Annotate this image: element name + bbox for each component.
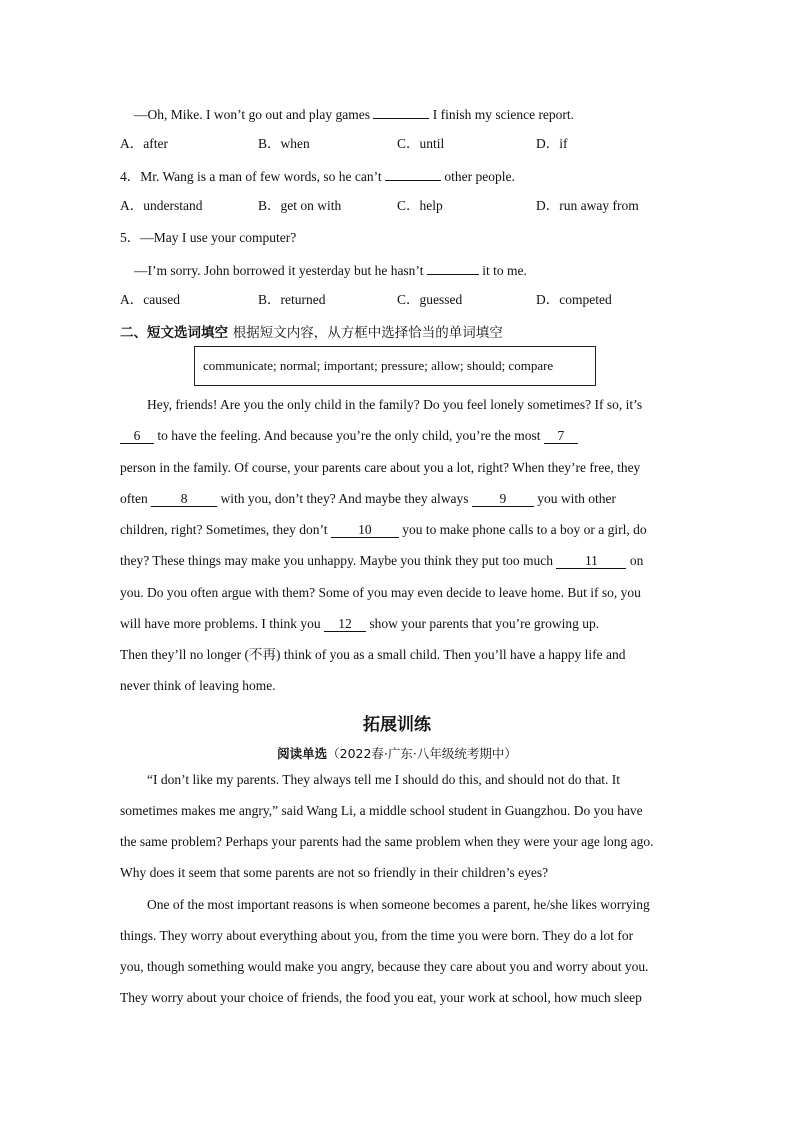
- passage-line-5: [120, 521, 647, 539]
- reading-line-7: you, though something would make you angry, because they care about you and worry about you.: [120, 959, 649, 974]
- q4-prompt-before: 4．Mr. Wang is a man of few words, so he can’t: [120, 169, 382, 184]
- passage-line-4-text-b: with you, don’t they? And maybe they always: [220, 491, 469, 506]
- q4-option-d[interactable]: D．run away from: [536, 198, 639, 213]
- blank-7[interactable]: 7: [544, 428, 578, 444]
- passage-line-1: Hey, friends! Are you the only child in the family? Do you feel lonely sometimes? If so, it’s: [147, 397, 643, 412]
- reading-line-1: “I don’t like my parents. They always tell me I should do this, and should not do that. It: [147, 772, 621, 787]
- q3-option-d[interactable]: D．if: [536, 136, 568, 151]
- reading-line-5: One of the most important reasons is when someone becomes a parent, he/she likes worrying: [147, 897, 650, 912]
- q5-response: [134, 260, 527, 280]
- q3-answer-blank[interactable]: [373, 104, 429, 119]
- blank-11[interactable]: 11: [556, 553, 626, 569]
- word-bank-text: communicate; normal; important; pressure; allow; should; compare: [203, 358, 554, 373]
- q4-option-c[interactable]: C．help: [397, 198, 443, 213]
- q5-option-c[interactable]: C．guessed: [397, 292, 463, 307]
- extension-title: 拓展训练: [363, 715, 431, 735]
- blank-12[interactable]: 12: [324, 616, 366, 632]
- section2-title-bold: 二、短文选词填空: [120, 325, 228, 341]
- q4-answer-blank[interactable]: [385, 166, 441, 181]
- reading-section-subtitle: [0, 744, 794, 762]
- q5-option-b[interactable]: B．returned: [258, 292, 326, 307]
- reading-line-6: things. They worry about everything about you, from the time you were born. They do a lot for: [120, 928, 634, 943]
- reading-line-2: sometimes makes me angry,” said Wang Li, a middle school student in Guangzhou. Do you have: [120, 803, 643, 818]
- passage-line-5-text-b: you to make phone calls to a boy or a girl, do: [402, 522, 647, 537]
- reading-section-label: 阅读单选: [277, 746, 328, 761]
- passage-line-6: [120, 552, 643, 570]
- q3-option-b[interactable]: B．when: [258, 136, 310, 151]
- q4-option-a[interactable]: A．understand: [120, 198, 203, 213]
- passage-line-4-text-c: you with other: [537, 491, 616, 506]
- section2-title-instructions: 根据短文内容，从方框中选择恰当的单词填空: [232, 325, 503, 341]
- passage-line-6-text-a: they? These things may make you unhappy. Maybe you think they put too much: [120, 553, 554, 568]
- q3-option-c[interactable]: C．until: [397, 136, 445, 151]
- q5-option-d[interactable]: D．competed: [536, 292, 612, 307]
- q5-answer-blank[interactable]: [427, 260, 479, 275]
- passage-line-8: [120, 615, 599, 633]
- q4-prompt: [120, 166, 515, 186]
- q4-prompt-after: other people.: [444, 169, 515, 184]
- q5-response-before: —I’m sorry. John borrowed it yesterday but he hasn’t: [134, 263, 424, 278]
- reading-line-8: They worry about your choice of friends, the food you eat, your work at school, how much sleep: [120, 990, 642, 1005]
- passage-line-6-text-b: on: [629, 553, 644, 568]
- q4-option-b[interactable]: B．get on with: [258, 198, 342, 213]
- blank-6[interactable]: 6: [120, 428, 154, 444]
- q3-prompt-before: —Oh, Mike. I won’t go out and play games: [134, 107, 370, 122]
- q5-response-after: it to me.: [482, 263, 527, 278]
- reading-line-3: the same problem? Perhaps your parents had the same problem when they were your age long ago.: [120, 834, 654, 849]
- section2-title: [120, 321, 503, 341]
- passage-line-4-text-a: often: [120, 491, 148, 506]
- word-bank-box: [194, 346, 596, 386]
- q5-option-a[interactable]: A．caused: [120, 292, 180, 307]
- blank-9[interactable]: 9: [472, 491, 534, 507]
- passage-line-4: [120, 490, 616, 508]
- passage-line-5-text-a: children, right? Sometimes, they don’t: [120, 522, 328, 537]
- passage-line-9: Then they’ll no longer (不再) think of you as a small child. Then you’ll have a happy life and: [120, 647, 626, 662]
- blank-10[interactable]: 10: [331, 522, 399, 538]
- passage-line-2-text: to have the feeling. And because you’re the only child, you’re the most: [157, 428, 541, 443]
- q5-question: 5．—May I use your computer?: [120, 230, 297, 245]
- passage-line-8-text-b: show your parents that you’re growing up.: [369, 616, 600, 631]
- blank-8[interactable]: 8: [151, 491, 217, 507]
- passage-line-10: never think of leaving home.: [120, 678, 276, 693]
- reading-section-source: （2022春·广东·八年级统考期中）: [327, 746, 517, 761]
- q3-option-a[interactable]: A．after: [120, 136, 168, 151]
- passage-line-2: [120, 427, 578, 445]
- q3-prompt: [134, 104, 574, 124]
- q3-prompt-after: I finish my science report.: [432, 107, 575, 122]
- reading-line-4: Why does it seem that some parents are not so friendly in their children’s eyes?: [120, 865, 549, 880]
- passage-line-7: you. Do you often argue with them? Some of you may even decide to leave home. But if so, you: [120, 585, 641, 600]
- passage-line-3: person in the family. Of course, your parents care about you a lot, right? When they’re free, they: [120, 460, 641, 475]
- passage-line-8-text-a: will have more problems. I think you: [120, 616, 321, 631]
